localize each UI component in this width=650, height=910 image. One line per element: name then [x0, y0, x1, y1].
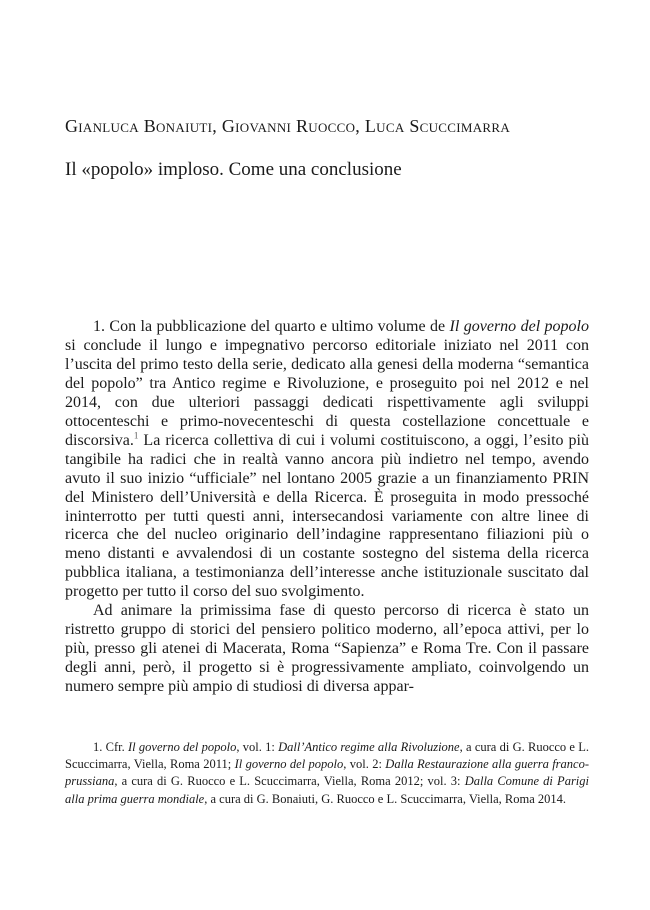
chapter-body — [65, 318, 589, 697]
text-run: si conclude il lungo e impegnativo percorso editoriale iniziato nel 2011 con l’uscita del primo testo della serie, dedicato alla genesi della moderna “semantica del popolo” tra Antico regime e Rivoluzione, e proseguito poi nel 2012 e nel 2014, con due ulteriori passaggi dedicati rispettivamente agli sviluppi ottocenteschi e primo-novecenteschi di questa costellazione concettuale e discorsiva. — [65, 336, 589, 449]
body-paragraph-2: Ad animare la primissima fase di questo percorso di ricerca è stato un ristretto gruppo di storici del pensiero politico moderno, all’epoca attivi, per lo più, presso gli atenei di Macerata, Roma “Sapienza” e Roma Tre. Con il passare degli anni, però, il progetto si è progressivamente ampliato, coinvolgendo un numero sempre più ampio di studiosi di diversa appar- — [65, 602, 589, 696]
text-run: , a cura di G. Bonaiuti, G. Ruocco e L. Scuccimarra, Viella, Roma 2014. — [204, 791, 567, 806]
text-run: 1. Cfr. — [93, 740, 128, 754]
italic-title-span: Dalla Comune di Parigi alla prima guerra mondiale — [65, 774, 589, 806]
italic-title-span: Il governo del popolo — [128, 740, 237, 754]
text-run: , a cura di G. Ruocco e L. Scuccimarra, Viella, Roma 2012; vol. 3: — [114, 774, 465, 789]
text-run: , vol. 2: — [343, 757, 386, 772]
footnote-1 — [65, 739, 589, 808]
italic-title-span: Il governo del popolo — [234, 757, 344, 772]
text-run: 1. Con la pubblicazione del quarto e ultimo volume de — [93, 318, 450, 335]
italic-title-span: Il governo del popolo — [449, 318, 589, 335]
text-run: , a cura di G. Ruocco e L. Scuccimarra, Viella, Roma 2011; — [65, 740, 589, 772]
chapter-authors: Gianluca Bonaiuti, Giovanni Ruocco, Luca Scuccimarra — [65, 116, 511, 136]
text-run: La ricerca collettiva di cui i volumi costituiscono, a oggi, l’esito più tangibile ha radici che in realtà vanno ancora più indietro nel tempo, avendo avuto il suo inizio “ufficiale” nel lontano 2005 grazie a un finanziamento PRIN del Ministero dell’Università e della Ricerca. È proseguita in modo pressoché ininterrotto per tutti questi anni, intersecandosi variamente con altre linee di ricerca che del nucleo originario dell’indagine rappresentano filiazioni più o meno distanti e avvalendosi di un costante sostegno del sistema della ricerca pubblica italiana, a testimonianza dell’interesse anche istituzionale suscitato dal progetto per tutto il corso del suo svolgimento. — [65, 431, 589, 601]
footnote-text — [65, 739, 589, 808]
footnote-marker: 1 — [133, 430, 139, 441]
chapter-title: Il «popolo» imploso. Come una conclusione — [65, 159, 402, 180]
body-paragraph-1 — [65, 318, 589, 602]
text-run: , vol. 1: — [236, 740, 279, 754]
italic-title-span: Dall’Antico regime alla Rivoluzione — [278, 740, 460, 754]
italic-title-span: Dalla Restaurazione alla guerra franco-prussiana — [65, 757, 589, 789]
